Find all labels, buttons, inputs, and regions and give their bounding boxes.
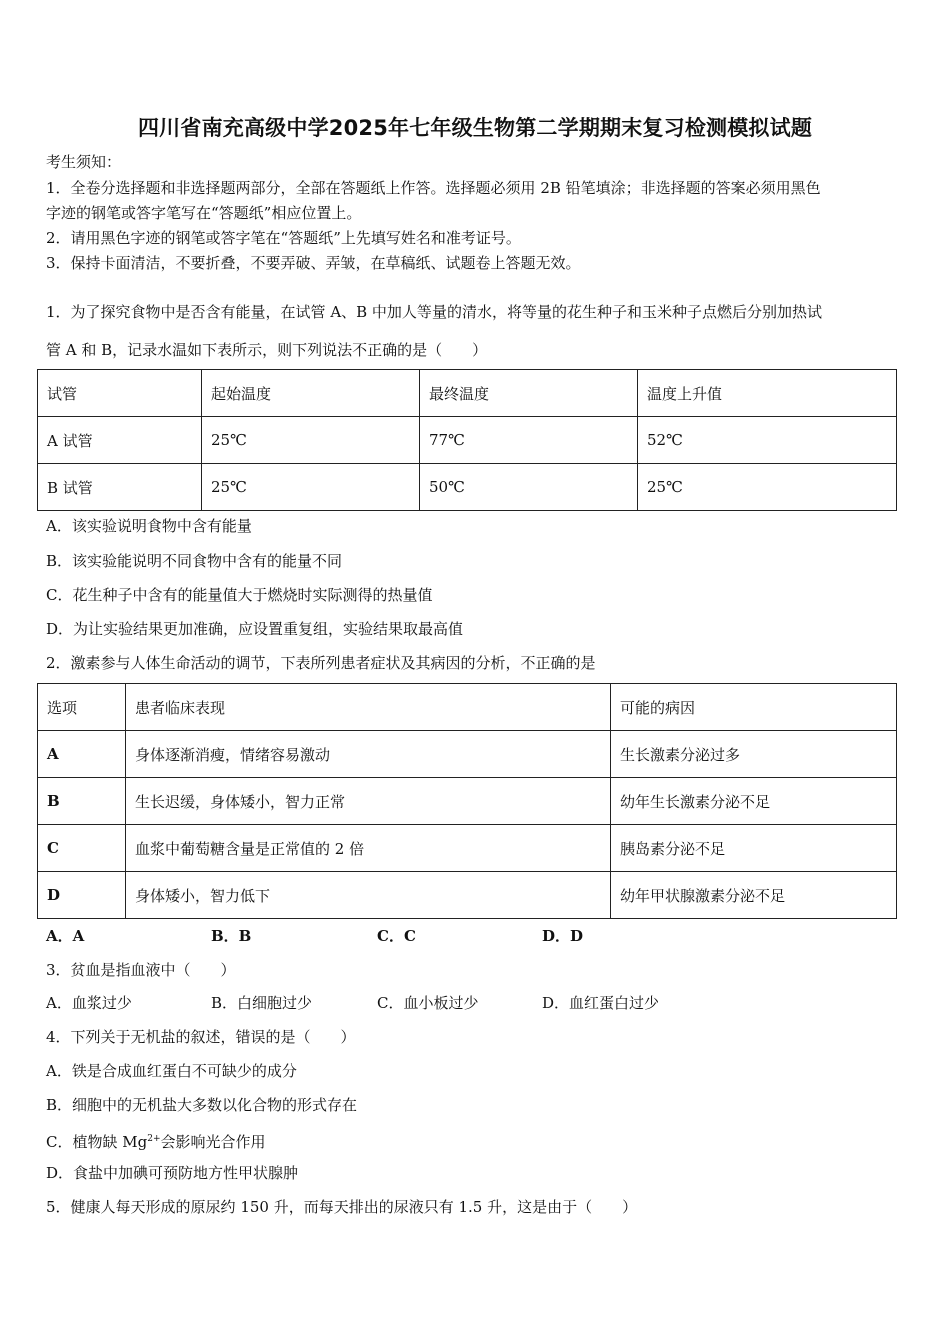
- table-row: [38, 417, 897, 464]
- notice-line-1b: 字迹的钢笔或答字笔写在“答题纸”相应位置上。: [46, 204, 362, 222]
- table-header-cell: 最终温度: [420, 370, 638, 417]
- table-cell: 25℃: [202, 417, 420, 464]
- q4-option-c-text-tail: 会影响光合作用: [160, 1133, 266, 1151]
- q4-option-c-superscript: 2+: [147, 1134, 161, 1144]
- notice-line-2: 2．请用黑色字迹的钢笔或答字笔在“答题纸”上先填写姓名和准考证号。: [46, 229, 521, 247]
- q1-option-a: A．该实验说明食物中含有能量: [46, 517, 252, 535]
- table-cell: B: [38, 778, 126, 825]
- q4-option-d: D．食盐中加碘可预防地方性甲状腺肿: [46, 1164, 299, 1182]
- table-cell: A: [38, 731, 126, 778]
- table-cell: C: [38, 825, 126, 872]
- q1-option-b: B．该实验能说明不同食物中含有的能量不同: [46, 552, 343, 570]
- q3-stem: 3．贫血是指血液中（ ）: [46, 961, 236, 979]
- q2-option-d: D．D: [542, 927, 584, 945]
- table-cell: 身体逐渐消瘦，情绪容易激动: [126, 731, 611, 778]
- page-title: 四川省南充高级中学2025年七年级生物第二学期期末复习检测模拟试题: [137, 116, 813, 140]
- q2-option-a: A．A: [46, 927, 85, 945]
- table-header-row: [38, 684, 897, 731]
- table-cell: 25℃: [638, 464, 897, 511]
- table-row: [38, 872, 897, 919]
- q4-option-a: A．铁是合成血红蛋白不可缺少的成分: [46, 1062, 297, 1080]
- notice-line-3: 3．保持卡面清洁，不要折叠，不要弄破、弄皱，在草稿纸、试题卷上答题无效。: [46, 254, 581, 272]
- table-cell: 52℃: [638, 417, 897, 464]
- table-cell: 生长迟缓，身体矮小，智力正常: [126, 778, 611, 825]
- q4-option-c: [46, 1129, 266, 1152]
- table-cell: 25℃: [202, 464, 420, 511]
- table-header-cell: 选项: [38, 684, 126, 731]
- table-row: [38, 825, 897, 872]
- table-header-cell: 可能的病因: [611, 684, 897, 731]
- table-cell: B 试管: [38, 464, 202, 511]
- notice-line-1a: 1．全卷分选择题和非选择题两部分，全部在答题纸上作答。选择题必须用 2B 铅笔填涂；非选择题的答案必须用黑色: [46, 179, 821, 197]
- q4-option-c-text: C．植物缺 Mg: [46, 1133, 148, 1151]
- q4-stem: 4．下列关于无机盐的叙述，错误的是（ ）: [46, 1028, 356, 1046]
- notice-heading: 考生须知：: [46, 153, 122, 171]
- table-row: [38, 464, 897, 511]
- table-cell: 生长激素分泌过多: [611, 731, 897, 778]
- table-cell: 幼年甲状腺激素分泌不足: [611, 872, 897, 919]
- table-row: [38, 778, 897, 825]
- table-cell: 身体矮小，智力低下: [126, 872, 611, 919]
- table-cell: A 试管: [38, 417, 202, 464]
- q1-stem-line-2: 管 A 和 B，记录水温如下表所示，则下列说法不正确的是（ ）: [46, 341, 488, 359]
- q3-option-a: A．血浆过少: [46, 994, 132, 1012]
- q1-option-c: C．花生种子中含有的能量值大于燃烧时实际测得的热量值: [46, 586, 433, 604]
- table-cell: 胰岛素分泌不足: [611, 825, 897, 872]
- q2-option-b: B．B: [211, 927, 252, 945]
- table-header-cell: 温度上升值: [638, 370, 897, 417]
- table-row: [38, 731, 897, 778]
- q2-option-c: C．C: [377, 927, 416, 945]
- q1-stem-line-1: 1．为了探究食物中是否含有能量，在试管 A、B 中加人等量的清水，将等量的花生种子和玉米种子点燃后分别加热试: [46, 303, 822, 321]
- table-cell: 血浆中葡萄糖含量是正常值的 2 倍: [126, 825, 611, 872]
- table-header-row: [38, 370, 897, 417]
- q3-option-d: D．血红蛋白过少: [542, 994, 660, 1012]
- q5-stem: 5．健康人每天形成的原尿约 150 升，而每天排出的尿液只有 1.5 升，这是由于（ ）: [46, 1198, 638, 1216]
- table-header-cell: 起始温度: [202, 370, 420, 417]
- table-cell: 50℃: [420, 464, 638, 511]
- table-header-cell: 患者临床表现: [126, 684, 611, 731]
- q1-option-d: D．为让实验结果更加准确，应设置重复组，实验结果取最高值: [46, 620, 464, 638]
- q3-option-b: B．白细胞过少: [211, 994, 313, 1012]
- q2-stem: 2．激素参与人体生命活动的调节，下表所列患者症状及其病因的分析，不正确的是: [46, 654, 596, 672]
- q1-table: [37, 369, 897, 511]
- table-cell: 77℃: [420, 417, 638, 464]
- table-cell: D: [38, 872, 126, 919]
- q2-table: [37, 683, 897, 919]
- table-cell: 幼年生长激素分泌不足: [611, 778, 897, 825]
- q4-option-b: B．细胞中的无机盐大多数以化合物的形式存在: [46, 1096, 358, 1114]
- table-header-cell: 试管: [38, 370, 202, 417]
- q3-option-c: C．血小板过少: [377, 994, 479, 1012]
